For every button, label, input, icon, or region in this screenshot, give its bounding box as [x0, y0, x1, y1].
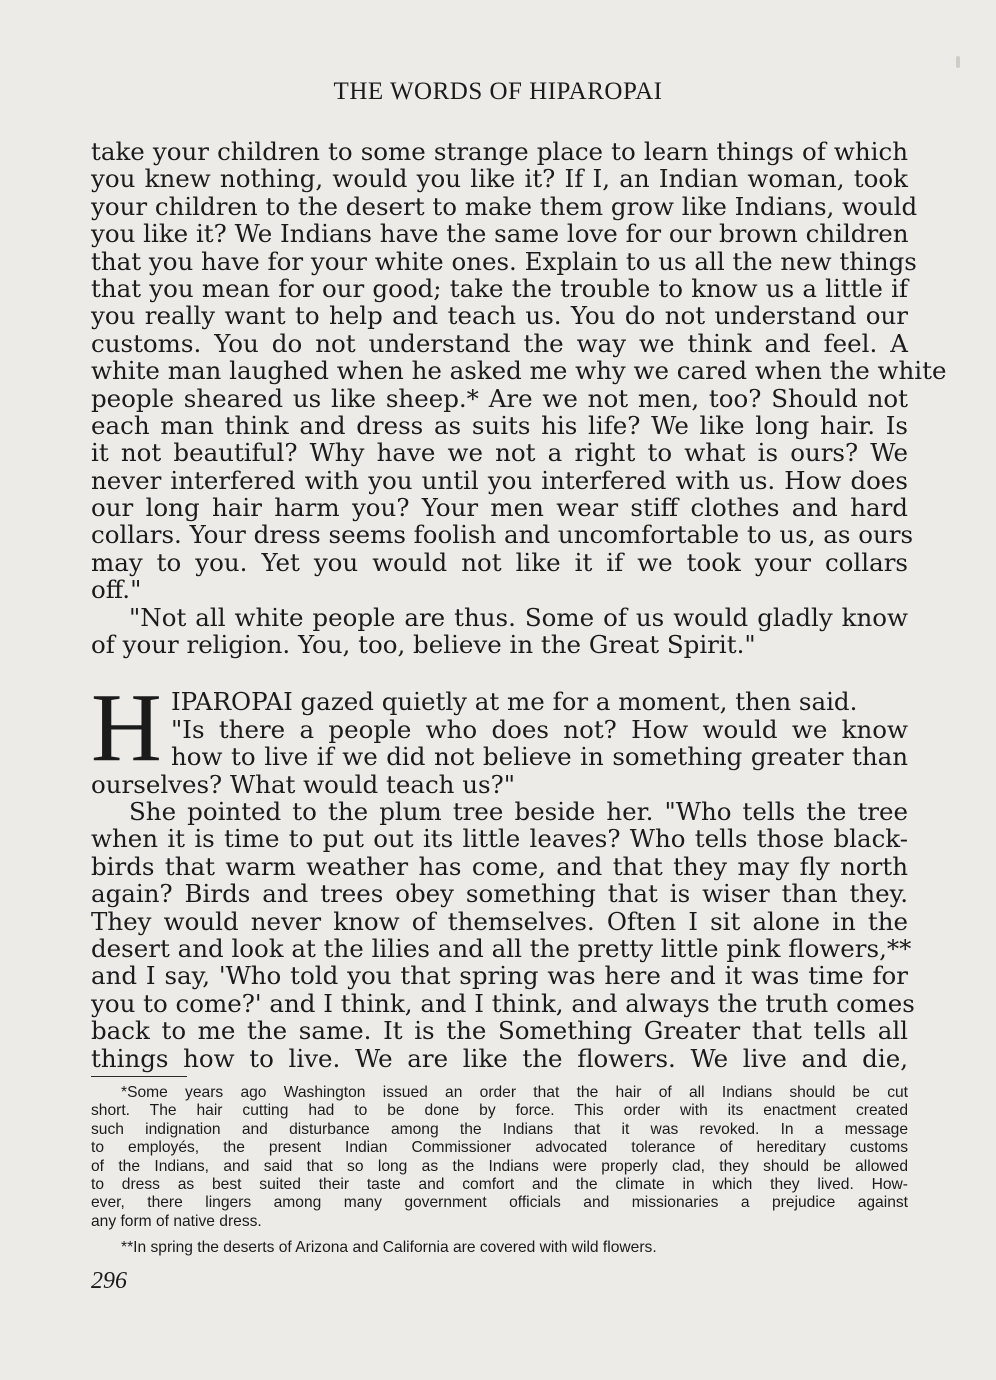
text-line: They would never know of themselves. Often I sit alone in the	[91, 906, 908, 936]
text-line: off."	[91, 575, 142, 605]
text-line: She pointed to the plum tree beside her. "Who tells the tree	[129, 796, 908, 826]
text-line: you like it? We Indians have the same love for our brown children	[91, 219, 909, 249]
footnote-rule	[91, 1076, 187, 1077]
footnote-line: of the Indians, and said that so long as the Indians were properly clad, they should be allowed	[91, 1157, 908, 1175]
footnote-line: *Some years ago Washington issued an order that the hair of all Indians should be cut	[121, 1084, 908, 1101]
footnote-line: such indignation and disturbance among the Indians that it was revoked. In a message	[91, 1120, 908, 1138]
text-line: IPAROPAI gazed quietly at me for a moment, then said.	[171, 687, 858, 717]
text-line: that you have for your white ones. Explain to us all the new things	[91, 246, 917, 276]
text-line: "Not all white people are thus. Some of us would gladly know	[129, 602, 908, 632]
text-line: "Is there a people who does not? How would we know	[171, 714, 908, 744]
text-line: take your children to some strange place to learn things of which	[91, 137, 908, 166]
text-line: ourselves? What would teach us?"	[91, 769, 515, 799]
text-line: back to me the same. It is the Something Greater that tells all	[91, 1016, 908, 1046]
text-line: your children to the desert to make them grow like Indians, would	[91, 191, 918, 221]
text-line: never interfered with you until you interfered with us. How does	[91, 465, 908, 495]
footnotes	[91, 1084, 908, 1258]
text-line: white man laughed when he asked me why we cared when the white	[91, 356, 947, 386]
text-line: our long hair harm you? Your men wear stiff clothes and hard	[91, 493, 908, 523]
page-number: 296	[91, 1268, 127, 1294]
text-line: of your religion. You, too, believe in the Great Spirit."	[91, 630, 756, 660]
running-head: THE WORDS OF HIPAROPAI	[333, 78, 663, 105]
text-line: collars. Your dress seems foolish and uncomfortable to us, as ours	[91, 520, 914, 550]
footnote-line: to dress as best suited their taste and comfort and the climate in which they lived. How-	[91, 1175, 908, 1193]
text-line: you to come?' and I think, and I think, and always the truth comes	[91, 988, 915, 1018]
body-text	[91, 137, 947, 1073]
text-line: how to live if we did not believe in something greater than	[171, 742, 908, 772]
text-line: it not beautiful? Why have we not a right to what is ours? We	[91, 438, 908, 468]
footnote-line: any form of native dress.	[91, 1212, 262, 1230]
text-line: when it is time to put out its little leaves? Who tells those black-	[91, 824, 908, 854]
text-line: customs. You do not understand the way we think and feel. A	[91, 328, 908, 358]
text-line: birds that warm weather has come, and that they may fly north	[91, 851, 908, 881]
text-line: that you mean for our good; take the trouble to know us a little if	[91, 273, 908, 303]
text-line: you really want to help and teach us. You do not understand our	[91, 301, 908, 331]
text-line: things how to live. We are like the flowers. We live and die,	[91, 1043, 908, 1073]
footnote-line: **In spring the deserts of Arizona and California are covered with wild flowers.	[121, 1239, 657, 1257]
drop-cap: H	[91, 674, 162, 782]
page-mark	[956, 56, 960, 68]
text-line: and I say, 'Who told you that spring was here and it was time for	[91, 961, 908, 991]
text-line: people sheared us like sheep.* Are we not men, too? Should not	[91, 383, 908, 413]
section-gap	[91, 658, 908, 688]
footnote-line: ever, there lingers among many government officials and missionaries a prejudice against	[91, 1194, 908, 1212]
text-line: again? Birds and trees obey something that is wiser than they.	[91, 879, 908, 909]
text-line: may to you. Yet you would not like it if we took your collars	[91, 547, 908, 577]
text-line: desert and look at the lilies and all the pretty little pink flowers,**	[91, 933, 912, 963]
text-line: you knew nothing, would you like it? If I, an Indian woman, took	[91, 164, 908, 194]
text-line: each man think and dress as suits his life? We like long hair. Is	[91, 410, 908, 440]
footnote-line: to employés, the present Indian Commissioner advocated tolerance of hereditary customs	[91, 1139, 908, 1157]
footnote-gap	[91, 1231, 908, 1239]
footnote-line: short. The hair cutting had to be done by force. This order with its enactment created	[91, 1102, 908, 1120]
